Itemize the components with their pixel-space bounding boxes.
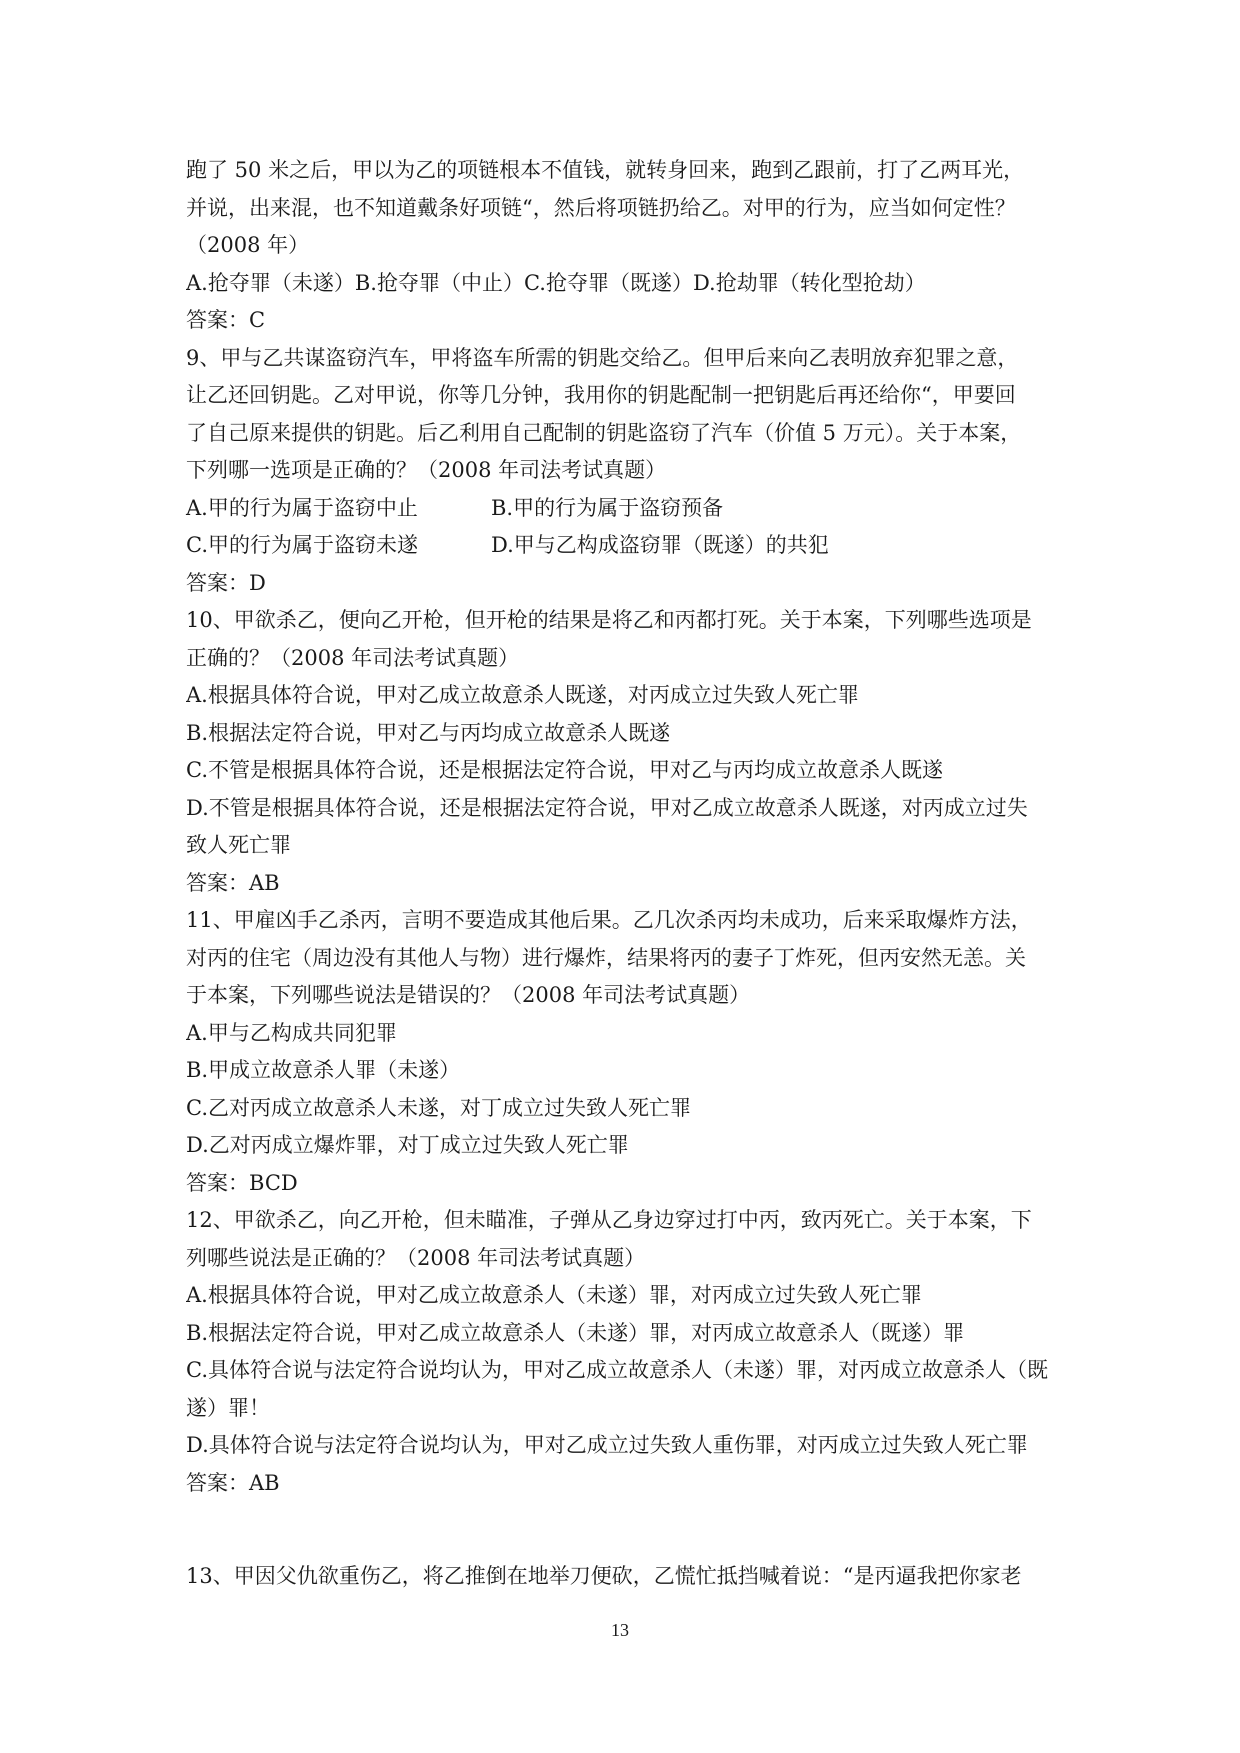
text-line: 于本案，下列哪些说法是错误的？（2008 年司法考试真题）: [186, 983, 751, 1007]
text-line: C.不管是根据具体符合说，还是根据法定符合说，甲对乙与丙均成立故意杀人既遂: [186, 758, 943, 782]
page-number: 13: [611, 1620, 629, 1640]
text-line: 答案：AB: [186, 870, 280, 895]
text-line: 致人死亡罪: [186, 833, 291, 857]
text-line: （2008 年）: [186, 233, 310, 257]
text-line: 答案：C: [186, 308, 266, 332]
text-line: 12、甲欲杀乙，向乙开枪，但未瞄准，子弹从乙身边穿过打中丙，致丙死亡。关于本案，下: [186, 1208, 1032, 1232]
text-line: 9、甲与乙共谋盗窃汽车，甲将盗车所需的钥匙交给乙。但甲后来向乙表明放弃犯罪之意，: [186, 345, 1019, 370]
option-right: B.甲的行为属于盗窃预备: [491, 495, 724, 520]
text-line: 11、甲雇凶手乙杀丙，言明不要造成其他后果。乙几次杀丙均未成功，后来采取爆炸方法，: [186, 908, 1032, 932]
text-line: C.具体符合说与法定符合说均认为，甲对乙成立故意杀人（未遂）罪，对丙成立故意杀人（既: [186, 1358, 1048, 1382]
text-line: D.不管是根据具体符合说，还是根据法定符合说，甲对乙成立故意杀人既遂，对丙成立过失: [186, 795, 1028, 820]
text-line: A.根据具体符合说，甲对乙成立故意杀人既遂，对丙成立过失致人死亡罪: [186, 683, 859, 707]
text-line: 并说，出来混，也不知道戴条好项链“，然后将项链扔给乙。对甲的行为，应当如何定性？: [186, 195, 1016, 220]
text-line: B.根据法定符合说，甲对乙与丙均成立故意杀人既遂: [186, 720, 671, 745]
text-line: C.乙对丙成立故意杀人未遂，对丁成立过失致人死亡罪: [186, 1095, 691, 1120]
option-row: [186, 527, 1054, 565]
option-left: C.甲的行为属于盗窃未遂: [186, 533, 418, 557]
text-line: 了自己原来提供的钥匙。后乙利用自己配制的钥匙盗窃了汽车（价值 5 万元）。关于本案，: [186, 420, 1022, 445]
text-line: 答案：AB: [186, 1470, 280, 1495]
text-line: 正确的？（2008 年司法考试真题）: [186, 645, 520, 670]
option-left: A.甲的行为属于盗窃中止: [186, 495, 418, 520]
text-line: 让乙还回钥匙。乙对甲说，你等几分钟，我用你的钥匙配制一把钥匙后再还给你“，甲要回: [186, 383, 1016, 407]
option-row: [186, 490, 1054, 528]
text-line: 答案：BCD: [186, 1170, 298, 1195]
text-line: 跑了 50 米之后，甲以为乙的项链根本不值钱，就转身回来，跑到乙跟前，打了乙两耳光，: [186, 158, 1025, 182]
text-line: D.具体符合说与法定符合说均认为，甲对乙成立过失致人重伤罪，对丙成立过失致人死亡罪: [186, 1433, 1028, 1457]
text-line: B.甲成立故意杀人罪（未遂）: [186, 1058, 461, 1082]
text-line: 下列哪一选项是正确的？（2008 年司法考试真题）: [186, 458, 667, 482]
text-line: 遂）罪！: [186, 1395, 270, 1420]
text-line: 答案：D: [186, 570, 266, 595]
text-line: A.甲与乙构成共同犯罪: [186, 1020, 397, 1045]
text-line: 列哪些说法是正确的？（2008 年司法考试真题）: [186, 1245, 646, 1270]
text-line: 对丙的住宅（周边没有其他人与物）进行爆炸，结果将丙的妻子丁炸死，但丙安然无恙。关: [186, 945, 1026, 970]
text-line: A.根据具体符合说，甲对乙成立故意杀人（未遂）罪，对丙成立过失致人死亡罪: [186, 1283, 922, 1307]
paragraph-gap: [186, 1502, 1054, 1558]
text-line: A.抢夺罪（未遂）B.抢夺罪（中止）C.抢夺罪（既遂）D.抢劫罪（转化型抢劫）: [186, 270, 926, 295]
text-line: 10、甲欲杀乙，便向乙开枪，但开枪的结果是将乙和丙都打死。关于本案，下列哪些选项是: [186, 608, 1032, 632]
text-line: D.乙对丙成立爆炸罪，对丁成立过失致人死亡罪: [186, 1133, 629, 1157]
text-line: B.根据法定符合说，甲对乙成立故意杀人（未遂）罪，对丙成立故意杀人（既遂）罪: [186, 1320, 965, 1345]
text-line: 13、甲因父仇欲重伤乙，将乙推倒在地举刀便砍，乙慌忙抵挡喊着说：“是丙逼我把你家老: [186, 1564, 1022, 1588]
option-right: D.甲与乙构成盗窃罪（既遂）的共犯: [491, 533, 829, 557]
page-body: [186, 152, 1054, 1596]
